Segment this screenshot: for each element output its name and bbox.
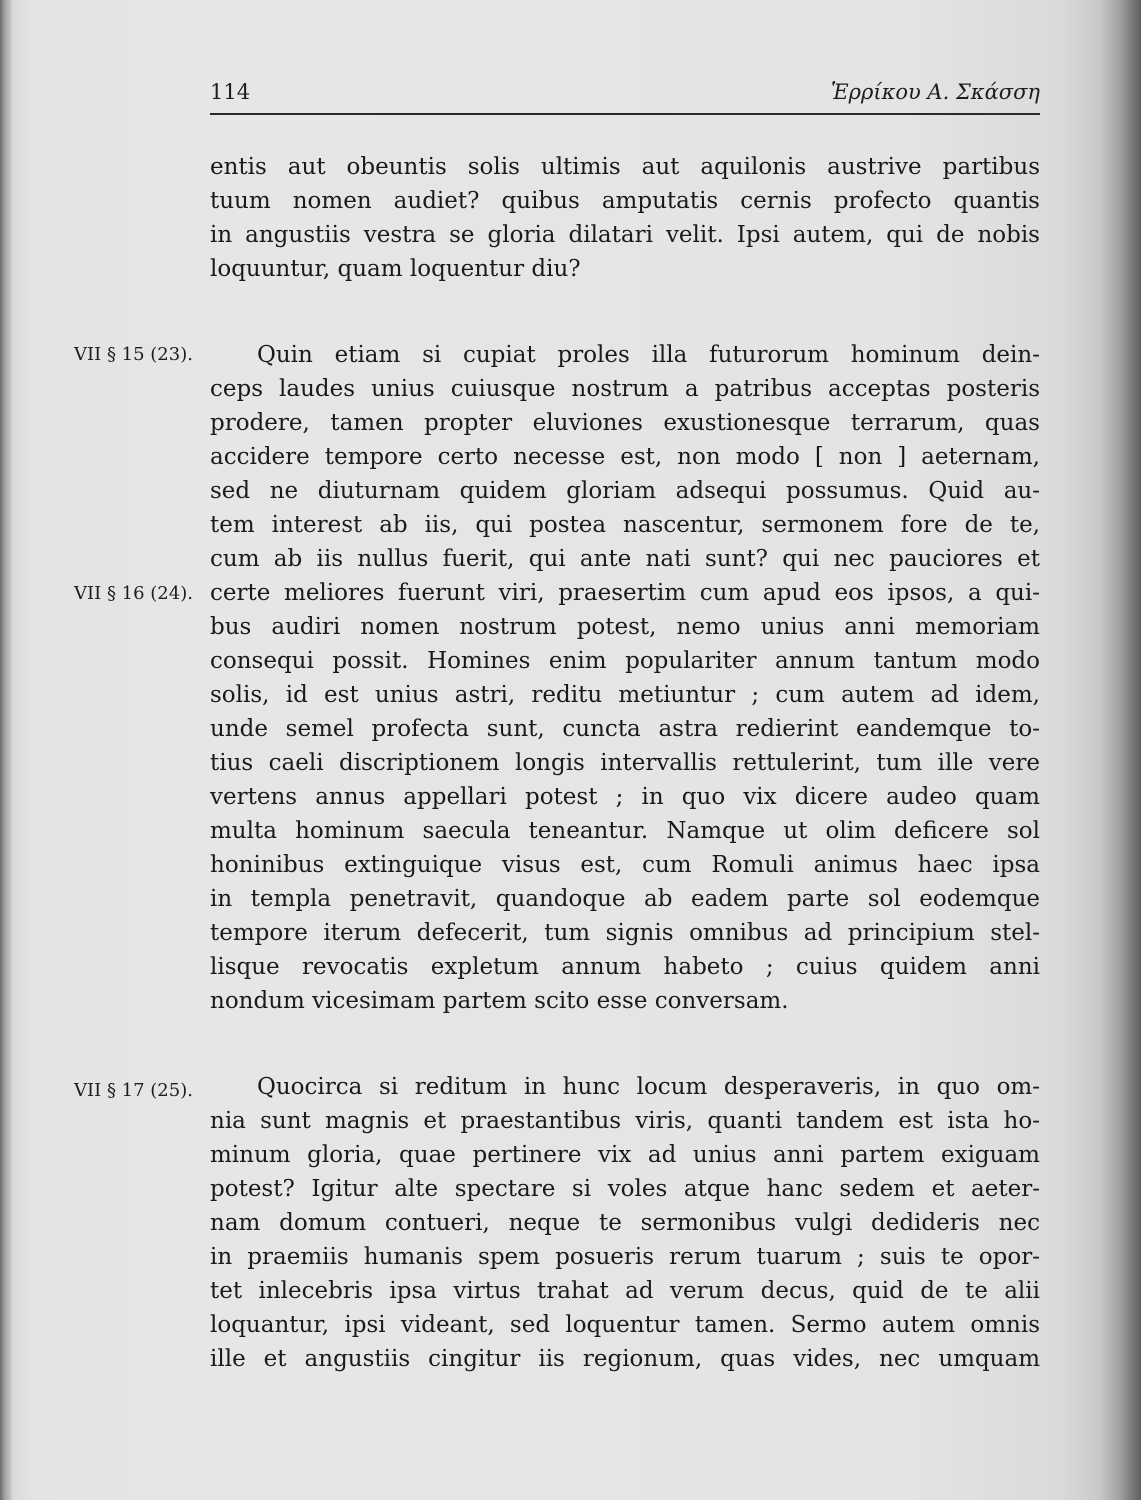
paragraph-gap [210, 286, 1040, 338]
text-line: honinibus extinguique visus est, cum Romuli animus haec ipsa [210, 852, 1040, 878]
text-line: minum gloria, quae pertinere vix ad unius anni partem exiguam [210, 1142, 1040, 1168]
text-line: accidere tempore certo necesse est, non modo [ non ] aeternam, [210, 444, 1040, 470]
page-header [210, 74, 1040, 114]
text-line: vertens annus appellari potest ; in quo vix dicere audeo quam [210, 784, 1040, 810]
text-line: ille et angustiis cingitur iis regionum, quas vides, nec umquam [210, 1346, 1040, 1372]
text-line: tuum nomen audiet? quibus amputatis cernis profecto quantis [210, 188, 1040, 214]
text-line: sed ne diuturnam quidem gloriam adsequi possumus. Quid au- [210, 478, 1040, 504]
body-text [210, 150, 1040, 1376]
text-line: solis, id est unius astri, reditu metiuntur ; cum autem ad idem, [210, 682, 1040, 708]
text-line: lisque revocatis expletum annum habeto ; cuius quidem anni [210, 954, 1040, 980]
text-line: Quocirca si reditum in hunc locum desperaveris, in quo om- [257, 1074, 1040, 1100]
text-line: consequi possit. Homines enim populariter annum tantum modo [210, 648, 1040, 674]
text-line: potest? Igitur alte spectare si voles atque hanc sedem et aeter- [210, 1176, 1040, 1202]
header-rule [210, 113, 1040, 115]
paragraph-gap [210, 1018, 1040, 1070]
text-line: certe meliores fuerunt viri, praesertim cum apud eos ipsos, a qui- [210, 580, 1040, 606]
margin-reference-vii-16: VII § 16 (24). [74, 583, 193, 604]
margin-reference-vii-17: VII § 17 (25). [74, 1080, 193, 1101]
text-line: Quin etiam si cupiat proles illa futurorum hominum dein- [257, 342, 1040, 368]
text-line: tempore iterum defecerit, tum signis omnibus ad principium stel- [210, 920, 1040, 946]
text-line: bus audiri nomen nostrum potest, nemo unius anni memoriam [210, 614, 1040, 640]
text-line: entis aut obeuntis solis ultimis aut aquilonis austrive partibus [210, 154, 1040, 180]
paragraph-1 [210, 150, 1040, 286]
running-head: Ἑρρίκου Α. Σκάσση [830, 80, 1040, 104]
page-edge-shadow [1099, 0, 1141, 1500]
page-gutter-shadow [0, 0, 12, 1500]
text-line: nam domum contueri, neque te sermonibus vulgi dedideris nec [210, 1210, 1040, 1236]
paragraph-2 [210, 338, 1040, 1018]
text-line: tius caeli discriptionem longis intervallis rettulerint, tum ille vere [210, 750, 1040, 776]
text-line: in praemiis humanis spem posueris rerum tuarum ; suis te opor- [210, 1244, 1040, 1270]
text-line: nia sunt magnis et praestantibus viris, quanti tandem est ista ho- [210, 1108, 1040, 1134]
text-line: loquuntur, quam loquentur diu? [210, 256, 581, 282]
text-line: tet inlecebris ipsa virtus trahat ad verum decus, quid de te alii [210, 1278, 1040, 1304]
text-line: loquantur, ipsi videant, sed loquentur tamen. Sermo autem omnis [210, 1312, 1040, 1338]
text-line: cum ab iis nullus fuerit, qui ante nati sunt? qui nec pauciores et [210, 546, 1040, 572]
text-line: ceps laudes unius cuiusque nostrum a patribus acceptas posteris [210, 376, 1040, 402]
page-number: 114 [210, 80, 251, 104]
text-line: multa hominum saecula teneantur. Namque ut olim deficere sol [210, 818, 1040, 844]
text-line: nondum vicesimam partem scito esse conversam. [210, 988, 789, 1014]
text-line: unde semel profecta sunt, cuncta astra redierint eandemque to- [210, 716, 1040, 742]
paragraph-3 [210, 1070, 1040, 1376]
text-line: in angustiis vestra se gloria dilatari velit. Ipsi autem, qui de nobis [210, 222, 1040, 248]
text-line: prodere, tamen propter eluviones exustionesque terrarum, quas [210, 410, 1040, 436]
text-line: tem interest ab iis, qui postea nascentur, sermonem fore de te, [210, 512, 1040, 538]
text-line: in templa penetravit, quandoque ab eadem parte sol eodemque [210, 886, 1040, 912]
margin-reference-vii-15: VII § 15 (23). [74, 344, 193, 365]
